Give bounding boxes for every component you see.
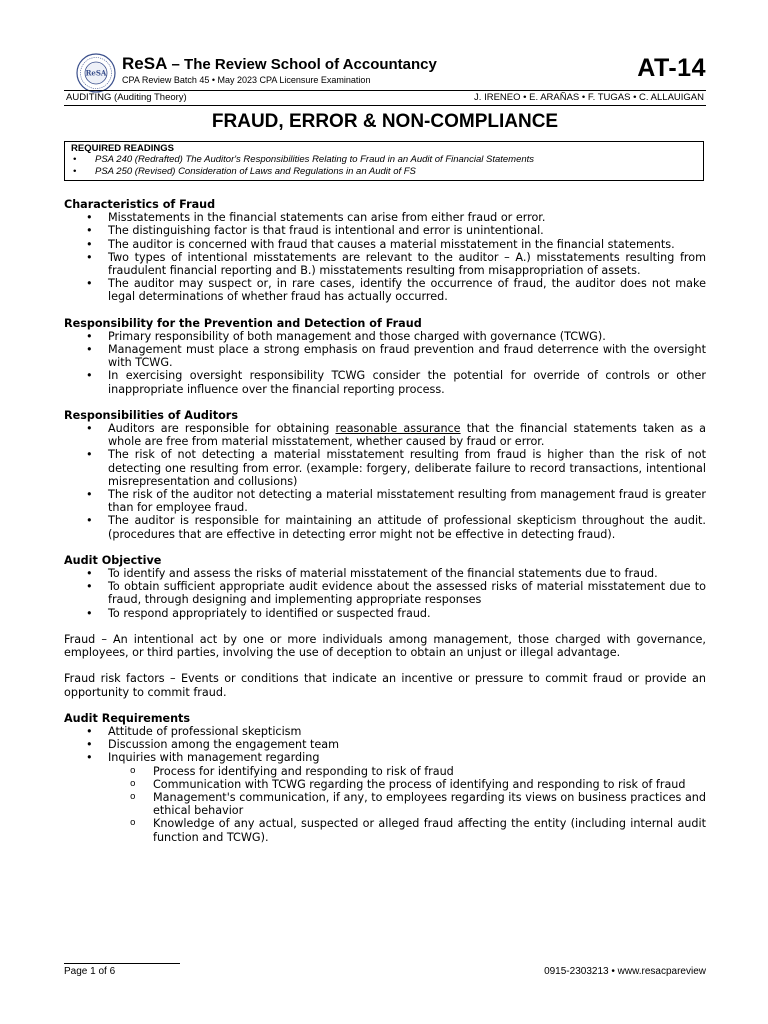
sub-list-item: o Process for identifying and responding to risk of fraud: [64, 765, 706, 778]
authors-label: J. IRENEO • E. ARAÑAS • F. TUGAS • C. ALLAUIGAN: [474, 92, 704, 103]
list-item: • Primary responsibility of both management and those charged with governance (TCWG).: [64, 330, 706, 343]
handout-code: AT-14: [637, 54, 706, 82]
list-item: • Attitude of professional skepticism: [64, 725, 706, 738]
subject-label: AUDITING (Auditing Theory): [66, 92, 187, 103]
list-item: • The risk of not detecting a material misstatement resulting from fraud is higher than the risk of not detecting one resulting from error. (example: forgery, deliberate failure to record transactions, intentional misrepresentation and collusions): [64, 448, 706, 488]
logo-text: ReSA: [85, 68, 107, 78]
fraud-definition: Fraud – An intentional act by one or more individuals among management, those charged with governance, employees, or third parties, involving the use of deception to obtain an unjust or illegal advantage.: [64, 632, 706, 660]
reading-item: • PSA 250 (Revised) Consideration of Laws and Regulations in an Audit of FS: [71, 166, 697, 178]
required-readings-heading: REQUIRED READINGS: [71, 143, 174, 154]
main-content: [64, 198, 706, 857]
footer-divider: [64, 963, 180, 964]
section-heading: Audit Requirements: [64, 711, 191, 725]
reasonable-assurance-term: reasonable assurance: [335, 422, 461, 436]
footer-contact: 0915-2303213 • www.resacpareview: [544, 966, 706, 977]
list-item: • The risk of the auditor not detecting a material misstatement resulting from management fraud is greater than for employee fraud.: [64, 488, 706, 514]
page-number: Page 1 of 6: [64, 966, 116, 977]
list-item: • To obtain sufficient appropriate audit evidence about the assessed risks of material misstatement due to fraud, through designing and implementing appropriate responses: [64, 580, 706, 606]
section-heading: Responsibility for the Prevention and Detection of Fraud: [64, 316, 422, 330]
reading-item: • PSA 240 (Redrafted) The Auditor's Responsibilities Relating to Fraud in an Audit of Financial Statements: [71, 154, 697, 166]
sub-list-item: o Management's communication, if any, to employees regarding its views on business practices and ethical behavior: [64, 791, 706, 817]
sub-list-item: o Communication with TCWG regarding the process of identifying and responding to risk of fraud: [64, 778, 706, 791]
list-item: • Two types of intentional misstatements are relevant to the auditor – A.) misstatements resulting from fraudulent financial reporting and B.) misstatements resulting from misappropriation of assets.: [64, 251, 706, 277]
section-requirements: [64, 712, 706, 844]
list-item: • Auditors are responsible for obtaining reasonable assurance that the financial statements taken as a whole are free from material misstatement, whether caused by fraud or error.: [64, 422, 706, 448]
sub-list-item: o Knowledge of any actual, suspected or alleged fraud affecting the entity (including internal audit function and TCWG).: [64, 817, 706, 843]
section-characteristics: [64, 198, 706, 304]
list-item: • Management must place a strong emphasis on fraud prevention and fraud deterrence with the oversight with TCWG.: [64, 343, 706, 369]
list-item: • Discussion among the engagement team: [64, 738, 706, 751]
batch-line: CPA Review Batch 45 • May 2023 CPA Licensure Examination: [122, 75, 371, 85]
list-item: • To identify and assess the risks of material misstatement of the financial statements due to fraud.: [64, 567, 706, 580]
resa-logo: [76, 53, 116, 93]
fraud-risk-factors-definition: Fraud risk factors – Events or conditions that indicate an incentive or pressure to commit fraud or provide an opportunity to commit fraud.: [64, 672, 706, 699]
list-item: • To respond appropriately to identified or suspected fraud.: [64, 607, 706, 620]
section-heading: Characteristics of Fraud: [64, 198, 216, 211]
section-heading: Audit Objective: [64, 553, 162, 567]
section-auditors: [64, 409, 706, 541]
school-name: ReSA – The Review School of Accountancy: [122, 54, 437, 73]
list-item: • Inquiries with management regarding: [64, 751, 706, 764]
list-item: • The auditor is responsible for maintaining an attitude of professional skepticism throughout the audit. (procedures that are effective in detecting error might not be effective in detecting fraud).: [64, 514, 706, 540]
list-item: • The distinguishing factor is that fraud is intentional and error is unintentional.: [64, 224, 706, 237]
page-title: FRAUD, ERROR & NON-COMPLIANCE: [211, 111, 559, 132]
required-readings-box: [64, 141, 704, 181]
section-heading: Responsibilities of Auditors: [64, 408, 238, 422]
list-item: • The auditor is concerned with fraud that causes a material misstatement in the financial statements.: [64, 238, 706, 251]
list-item: • In exercising oversight responsibility TCWG consider the potential for override of controls or other inappropriate influence over the financial reporting process.: [64, 369, 706, 395]
subject-bar: [64, 90, 706, 106]
list-item: • The auditor may suspect or, in rare cases, identify the occurrence of fraud, the auditor does not make legal determinations of whether fraud has actually occurred.: [64, 277, 706, 303]
section-objective: [64, 554, 706, 620]
list-item: • Misstatements in the financial statements can arise from either fraud or error.: [64, 211, 706, 224]
section-prevention: [64, 317, 706, 396]
